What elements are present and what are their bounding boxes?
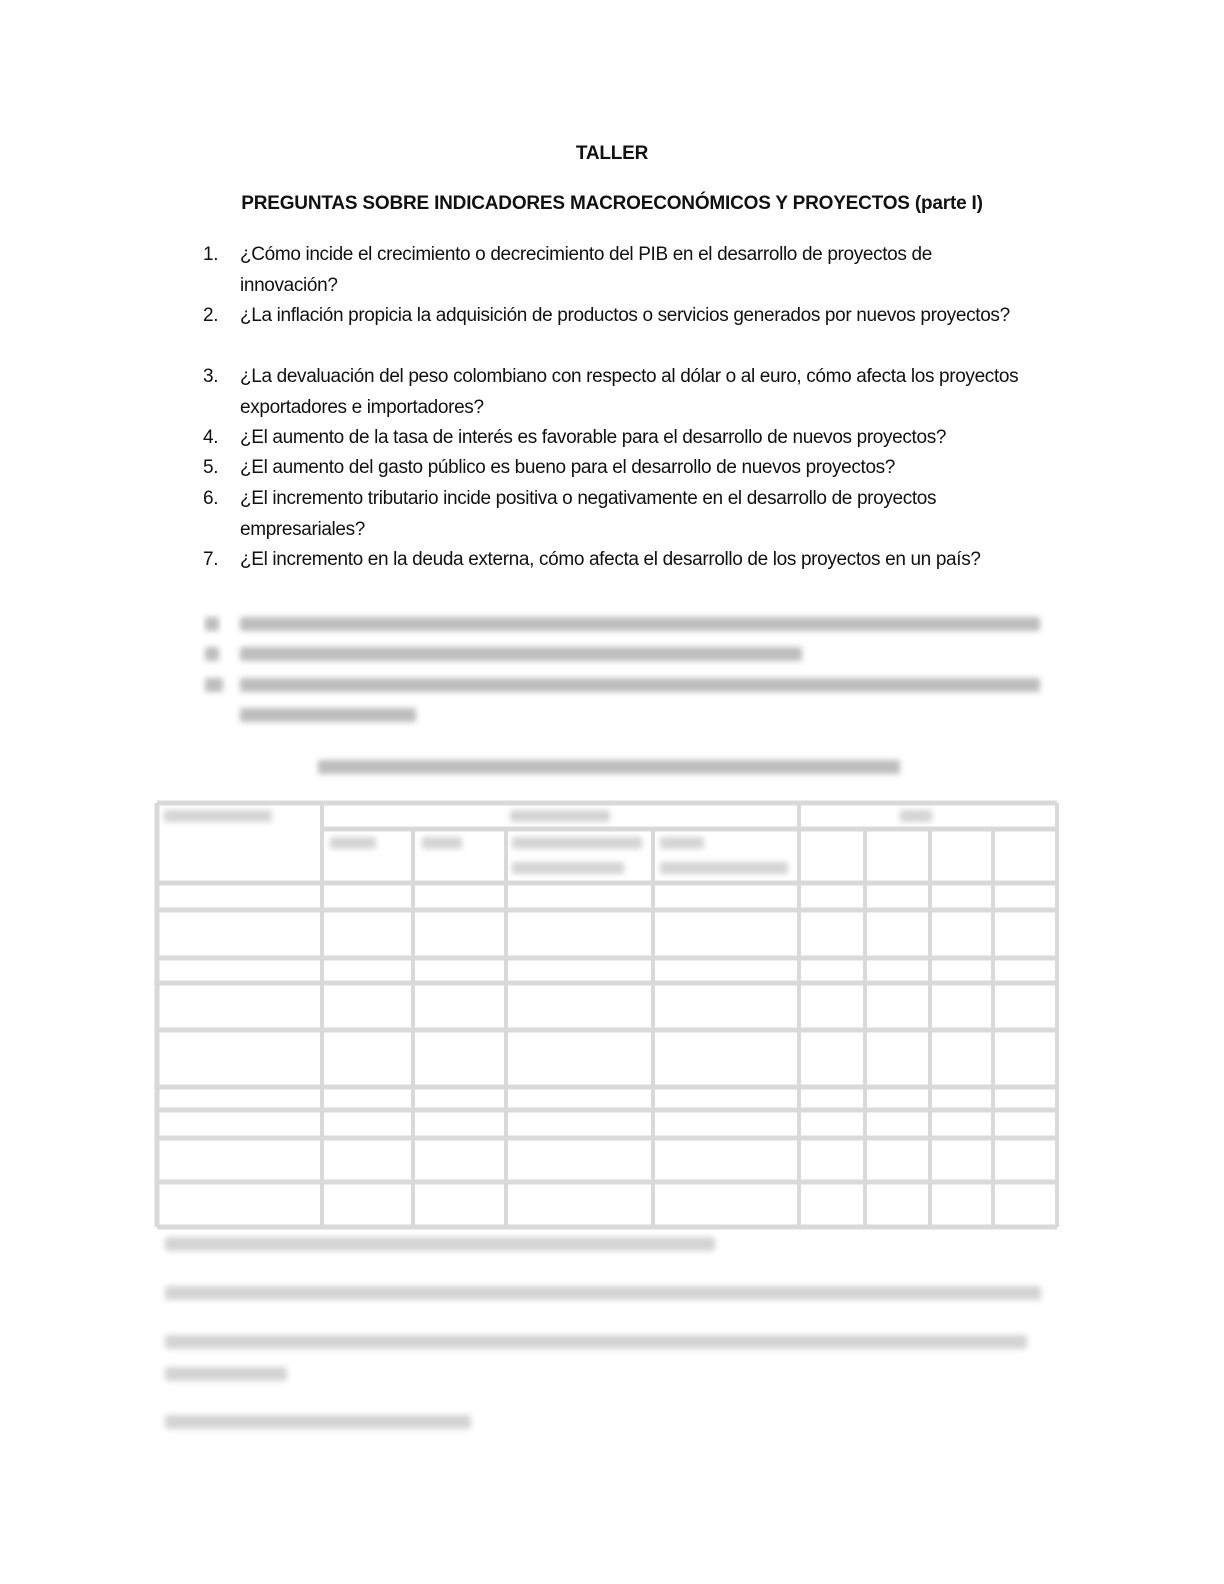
question-text: ¿Cómo incide el crecimiento o decrecimiento del PIB en el desarrollo de proyectos de innovación? (240, 244, 932, 296)
question-text: ¿El incremento en la deuda externa, cómo afecta el desarrollo de los proyectos en un país? (240, 549, 981, 570)
question-number: 2. (203, 305, 219, 326)
question-text: ¿La devaluación del peso colombiano con respecto al dólar o al euro, cómo afecta los proyectos exportadores e importadores? (240, 366, 1019, 418)
question-number: 3. (203, 366, 219, 387)
question-number: 7. (203, 549, 219, 570)
question-text: ¿El incremento tributario incide positiva o negativamente en el desarrollo de proyectos empresariales? (240, 488, 937, 540)
question-text: ¿La inflación propicia la adquisición de productos o servicios generados por nuevos proyectos? (240, 305, 1010, 326)
document-subtitle: PREGUNTAS SOBRE INDICADORES MACROECONÓMICOS Y PROYECTOS (parte I) (241, 193, 983, 214)
question-number: 1. (203, 244, 219, 265)
question-number: 5. (203, 457, 219, 478)
question-number: 4. (203, 427, 219, 448)
document-title: TALLER (575, 143, 649, 164)
question-text: ¿El aumento de la tasa de interés es favorable para el desarrollo de nuevos proyectos? (240, 427, 947, 448)
question-text: ¿El aumento del gasto público es bueno para el desarrollo de nuevos proyectos? (240, 457, 896, 478)
question-number: 6. (203, 488, 219, 509)
